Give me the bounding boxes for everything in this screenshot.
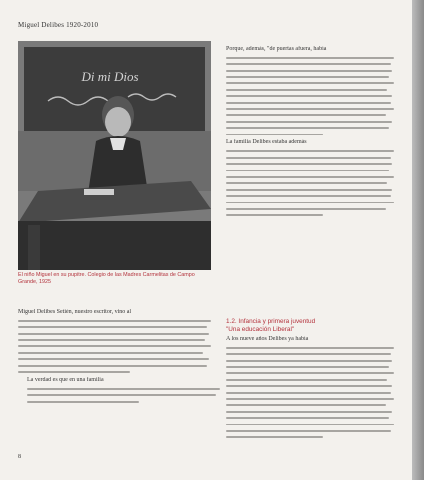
text-line (226, 127, 389, 129)
text-line (18, 339, 205, 341)
text-line (18, 326, 207, 328)
paragraph (18, 309, 211, 373)
paragraph-lead: La familia Delibes estaba además (226, 139, 307, 146)
text-line (226, 114, 386, 116)
text-line (226, 76, 389, 78)
notebook (84, 189, 114, 195)
left-column-bottom (18, 309, 211, 407)
paragraph-lead: A los nueve años Delibes ya había (226, 336, 309, 342)
text-line (226, 95, 392, 97)
text-line (226, 385, 392, 387)
paragraph-lead: La verdad es que en una familia (27, 376, 104, 383)
paragraph-lines (18, 320, 211, 373)
text-line (226, 189, 392, 191)
text-line (18, 365, 207, 367)
section-title: 1.2. Infancia y primera juventud (226, 318, 316, 325)
text-line (226, 379, 387, 381)
text-line (18, 371, 130, 373)
paragraph-lead: Miguel Delibes Setién, nuestro escritor, vino al (18, 309, 132, 315)
text-line (18, 352, 203, 354)
text-line (226, 436, 323, 438)
text-line (226, 360, 392, 362)
text-line (226, 157, 391, 159)
running-head: Miguel Delibes 1920-2010 (18, 21, 99, 29)
text-line (27, 394, 216, 396)
text-line (226, 404, 386, 406)
text-line (18, 345, 211, 347)
text-line (18, 358, 209, 360)
photo-caption: El niño Miguel en su pupitre. Colegio de las Madres Carmelitas de Campo Grande, 1925 (18, 272, 195, 285)
paragraph (18, 377, 211, 403)
text-line (226, 63, 391, 65)
text-line (226, 417, 389, 419)
text-line (27, 388, 220, 390)
photo-illustration (18, 41, 211, 270)
right-column-bottom (226, 336, 394, 442)
paragraph (226, 336, 394, 438)
text-line (226, 424, 394, 426)
text-line (226, 89, 387, 91)
paragraph (226, 46, 394, 135)
text-line (226, 347, 394, 349)
text-line (27, 401, 139, 403)
text-line (226, 121, 392, 123)
text-line (226, 82, 394, 84)
text-line (226, 214, 323, 216)
school-desk-front (18, 221, 211, 270)
text-line (226, 163, 392, 165)
section-subtitle: "Una educación Liberal" (226, 325, 295, 333)
text-line (226, 102, 391, 104)
text-line (226, 366, 389, 368)
desk-leg (28, 225, 40, 270)
boy-face (105, 107, 131, 137)
text-line (226, 202, 394, 204)
text-line (226, 372, 394, 374)
text-line (226, 195, 391, 197)
text-line (226, 411, 392, 413)
text-line (226, 392, 391, 394)
text-line (226, 208, 386, 210)
text-line (226, 170, 389, 172)
text-line (18, 320, 211, 322)
right-column-top (226, 46, 394, 220)
text-line (226, 70, 392, 72)
paragraph-lines (226, 57, 394, 136)
text-line (226, 182, 387, 184)
paragraph-lines (18, 388, 211, 403)
page-edge-shadow (412, 0, 424, 480)
text-line (226, 353, 391, 355)
text-line (226, 430, 391, 432)
text-line (226, 134, 323, 136)
page-number: 8 (18, 454, 21, 460)
section-heading (226, 318, 394, 333)
text-line (226, 57, 394, 59)
blackboard-writing: Di mi Dios (81, 69, 139, 84)
boy-at-desk-photo (18, 41, 211, 270)
paragraph (226, 139, 394, 216)
paragraph-lines (226, 347, 394, 438)
text-line (226, 398, 394, 400)
text-line (226, 150, 394, 152)
text-line (18, 333, 209, 335)
text-line (226, 176, 394, 178)
paragraph-lead: Porque, además, "de puertas afuera, había (226, 46, 327, 52)
paragraph-lines (226, 150, 394, 216)
text-line (226, 108, 394, 110)
